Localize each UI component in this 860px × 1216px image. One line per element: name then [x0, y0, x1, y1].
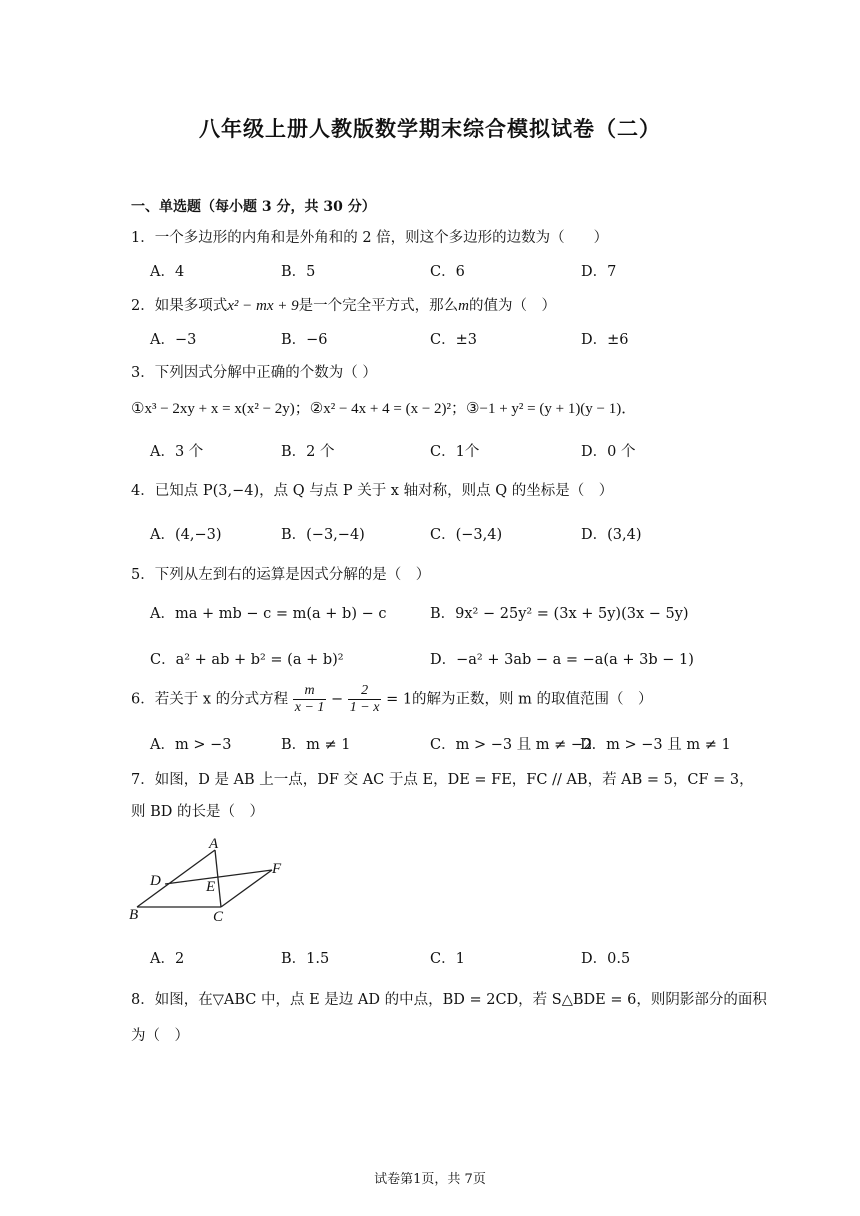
q2-option-a: A．−3 [150, 332, 197, 348]
q5-option-c: C．a² + ab + b² = (a + b)² [150, 652, 344, 668]
figure-label-e: E [206, 879, 216, 895]
q3-option-a: A．3 个 [150, 444, 204, 460]
q2-option-c: C．±3 [430, 332, 477, 348]
question-1-text: 1．一个多边形的内角和是外角和的 2 倍，则这个多边形的边数为（ ） [131, 230, 609, 246]
q6-text-b: = 1的解为正数，则 m 的取值范围（ ） [386, 691, 653, 708]
q7-option-d: D．0.5 [581, 951, 631, 967]
question-6-text [131, 683, 653, 716]
q6-minus: − [331, 691, 344, 708]
question-5-text: 5．下列从左到右的运算是因式分解的是（ ） [131, 567, 431, 583]
q6-fraction-1: $\frac{m}{x - 1}$ [294, 683, 325, 715]
question-8-line-2: 为（ ） [131, 1028, 189, 1044]
figure-label-b: B [129, 907, 139, 923]
q1-option-d: D．7 [581, 264, 617, 280]
q6-option-a: A．m > −3 [150, 737, 232, 753]
page-footer: 试卷第1页，共 7页 [374, 1172, 486, 1187]
q2-text-b: 是一个完全平方式，那么 [298, 298, 459, 314]
q1-option-b: B．5 [281, 264, 316, 280]
q6-option-b: B．m ≠ 1 [281, 737, 351, 753]
q2-option-b: B．−6 [281, 332, 328, 348]
question-8-line-1: 8．如图，在▽ABC 中，点 E 是边 AD 的中点，BD = 2CD，若 S△BDE = 6，则阴影部分的面积 [131, 992, 767, 1008]
question-7-line-2: 则 BD 的长是（ ） [131, 804, 264, 820]
question-4-text: 4．已知点 P(3,−4)，点 Q 与点 P 关于 x 轴对称，则点 Q 的坐标是（ ） [131, 483, 614, 499]
q1-option-a: A．4 [150, 264, 185, 280]
q4-option-d: D．(3,4) [581, 527, 642, 543]
q7-option-a: A．2 [150, 951, 185, 967]
q6-option-c: C．m > −3 且 m ≠ −2 [430, 737, 593, 753]
q7-option-c: C．1 [430, 951, 465, 967]
q2-option-d: D．±6 [581, 332, 629, 348]
figure-label-c: C [213, 909, 224, 925]
question-3-text: 3．下列因式分解中正确的个数为（ ） [131, 365, 377, 381]
q5-option-b: B．9x² − 25y² = (3x + 5y)(3x − 5y) [430, 606, 689, 622]
question-2-text [131, 294, 556, 315]
figure-label-f: F [272, 861, 282, 877]
page-title: 八年级上册人教版数学期末综合模拟试卷（二） [199, 116, 661, 141]
q5-option-a: A．ma + mb − c = m(a + b) − c [150, 606, 387, 622]
q2-text-c: 的值为（ ） [468, 298, 556, 314]
question-7-line-1: 7．如图，D 是 AB 上一点，DF 交 AC 于点 E，DE = FE，FC // AB，若 AB = 5，CF = 3， [131, 772, 754, 788]
q2-variable: m [458, 298, 469, 314]
q6-text-a: 6．若关于 x 的分式方程 [131, 691, 289, 708]
q5-option-d: D．−a² + 3ab − a = −a(a + 3b − 1) [430, 652, 694, 668]
q6-option-d: D．m > −3 且 m ≠ 1 [580, 737, 731, 753]
q4-option-b: B．(−3,−4) [281, 527, 365, 543]
q6-fraction-2: $\frac{2}{1 - x}$ [349, 683, 380, 715]
q3-option-c: C．1个 [430, 444, 480, 460]
figure-label-a: A [209, 836, 219, 852]
q3-option-b: B．2 个 [281, 444, 335, 460]
section-heading: 一、单选题（每小题 3 分，共 30 分） [131, 199, 376, 215]
q3-option-d: D．0 个 [581, 444, 636, 460]
q7-option-b: B．1.5 [281, 951, 330, 967]
q2-text-a: 2．如果多项式 [131, 298, 228, 314]
figure-label-d: D [150, 873, 161, 889]
q1-option-c: C．6 [430, 264, 465, 280]
q3-expression: ①x³ − 2xy + x = x(x² − 2y)；②x² − 4x + 4 = (x − 2)²；③−1 + y² = (y + 1)(y − 1)． [131, 401, 637, 417]
q7-triangle-figure [125, 830, 295, 925]
q4-option-a: A．(4,−3) [150, 527, 222, 543]
q4-option-c: C．(−3,4) [430, 527, 503, 543]
q2-expression: x² − mx + 9 [227, 298, 299, 314]
